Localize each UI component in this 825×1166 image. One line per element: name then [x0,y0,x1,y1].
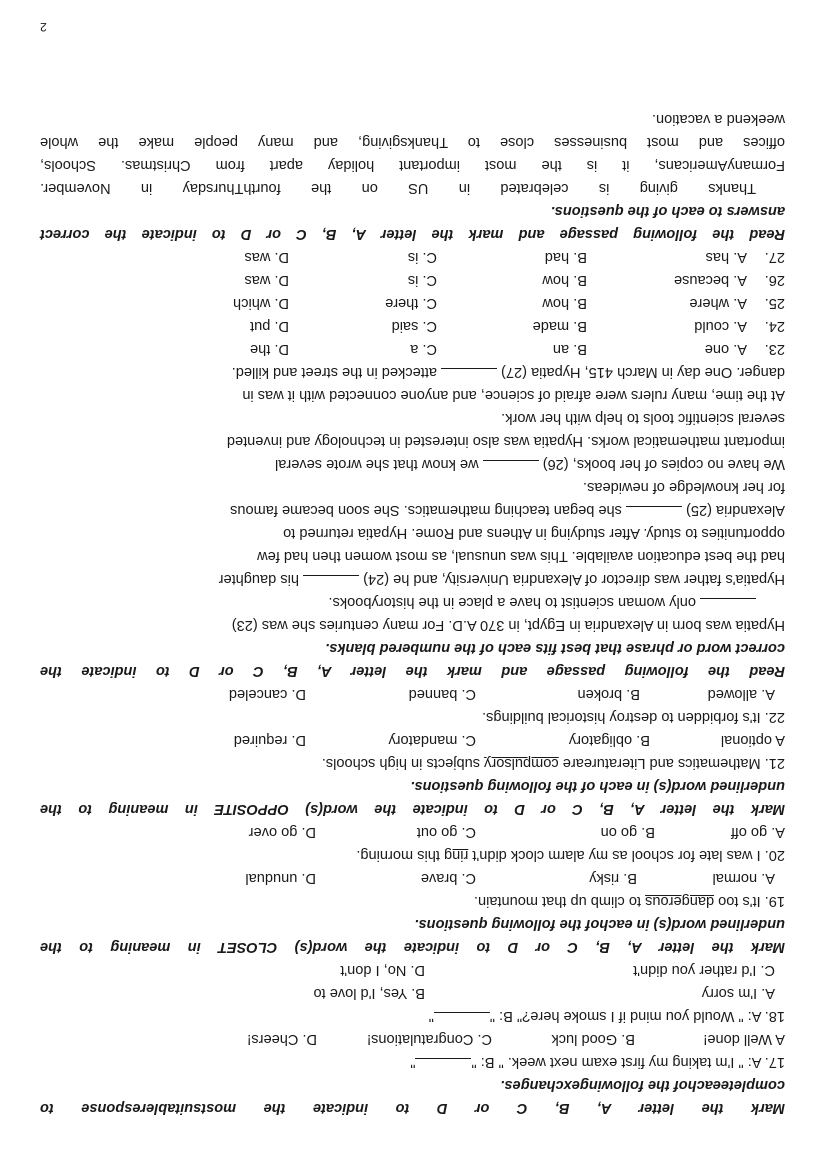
option-a: A. because [673,272,747,288]
answer-blank [415,1058,471,1073]
question-22-options [40,682,785,705]
question-18: 18. A: " Would you mind if I smoke here?" B: "" [40,1004,785,1027]
option-d: D. required [233,732,306,748]
option-b: B. an [552,341,587,357]
option-b: B. broken [577,686,640,702]
option-d: D. Cheers! [247,1031,317,1047]
option-b: B. had [544,249,587,265]
question-19-options [40,866,785,889]
question-25-options: 25. A. where B. how C. there D. which [40,291,785,314]
option-d: D. put [250,318,289,334]
document-body [40,107,785,1119]
option-c: C. banned [408,686,476,702]
option-a: A optional [720,732,785,748]
option-d: D. canceled [228,686,306,702]
option-c: C. go out [416,824,476,840]
option-a: A Well done! [703,1031,785,1047]
section-4-instruction: Read the following passage and mark the letter A, B, C or D to indicate the correct word or phrase that best fits each of the numbered blanks. [40,640,785,679]
option-b: B. Good luck [551,1031,635,1047]
question-19: 19. It's too dangerous to climb up that mountain. [473,893,785,909]
option-b: B. risky [589,870,637,886]
option-d: D. was [244,272,289,288]
option-d: D. unudual [245,870,316,886]
option-c: C. there [385,295,437,311]
question-21: 21. Mathematics and Literatureare compulsory subjects in high schools. [321,755,785,771]
question-20-options [40,820,785,843]
option-d: D. go over [248,824,316,840]
question-20: 20. I was late for school as my alarm clock didn't ring this morning. [356,847,785,863]
blank-24 [303,575,359,590]
option-a: A. allowed [707,686,775,702]
blank-27 [441,368,497,383]
blank-26 [483,460,539,475]
option-a: A. could [694,318,747,334]
passage-hypatia: Hypatia was born in Alexandria in Egypt, in 370 A.D. For many centuries she was (23) only woman scientist to have a place in the historybooks. Hypatia's father was director of Alexandria University, and he (24) his daughter had the best education available. This was unusual, as most women then had few opportunities to study. After studying in Athens and Rome. Hypatia returned to Alexandria (25) she began teaching mathematics. She soon became famous for her knowledge of newideas. We have no copies of her books, (26) we know that she wrote several important mathematical works. Hypatia was also interested in technology and invented several scientific tools to help with her work. At the time, many rulers were afraid of science, and anyone connected with it was in danger. One day in March 415, Hypatia (27) attecked in the street and killed. [218,364,785,633]
option-a: A. go off [730,824,785,840]
section-2-instruction: Mark the letter A, B, C or D to indicate the word(s) CLOSET in meaning to the underlined word(s) in eachof the following questions. [40,916,785,955]
answer-blank [434,1012,490,1027]
option-b: B. how [542,295,587,311]
section-3-instruction: Mark the letter A, B, C or D to indicate the word(s) OPPOSITE in meaning to the underlined word(s) in each of the following questions. [40,778,785,817]
option-d: D. the [250,341,289,357]
question-27-options: 27. A. has B. had C. is D. was [40,245,785,268]
page-number: 2 [40,20,47,34]
option-c: C. brave [420,870,476,886]
passage-thanksgiving: Thanks giving is celebrated in US on the fourthThursday in November. FormanyAmericans, it is the most important holiday apart from Christmas. Schools, offices and most businesses close to Thanksgiving, and many people make the whole weekend a vacation. [40,111,785,196]
option-c: C. a [410,341,437,357]
option-a: A. has [705,249,747,265]
question-22: 22. It's forbidden to destroy historical buildings. [482,709,785,725]
option-a: A. normal [712,870,775,886]
question-18-options [40,981,785,1004]
option-c: C. mandatory [388,732,476,748]
blank-25 [626,506,682,521]
question-26-options: 26. A. because B. how C. is D. was [40,268,785,291]
option-c: C. said [391,318,437,334]
option-b: B. Yes, I'd love to [313,985,425,1001]
option-d: D. which [233,295,289,311]
question-17-options [40,1027,785,1050]
option-b: B. made [532,318,587,334]
option-d: D. No, I don't [340,962,425,978]
option-c: C. Congratulations! [367,1031,492,1047]
option-b: B. go on [600,824,655,840]
question-17: 17. A: " I'm taking my first exam next week. " B: "" [40,1050,785,1073]
option-b: B. how [542,272,587,288]
option-a: A. one [704,341,747,357]
question-23-options: 23. A. one B. an C. a D. the [40,337,785,360]
section-1-instruction: Mark the letter A, B, C or D to indicate the mostsuitableresponse to completeeachof the followingexchanges. [40,1077,785,1116]
blank-23 [700,598,756,613]
question-24-options: 24. A. could B. made C. said D. put [40,314,785,337]
option-b: B. obligatory [568,732,650,748]
option-c: C. is [407,272,437,288]
option-a: A. I'm sorry [701,985,775,1001]
question-21-options [40,728,785,751]
option-c: C. I'd rather you didn't [633,962,775,978]
option-d: D. was [244,249,289,265]
section-5-instruction: Read the following passage and mark the letter A, B, C or D to indicate the correct answers to each of the questions. [40,203,785,242]
option-a: A. where [689,295,747,311]
option-c: C. is [407,249,437,265]
